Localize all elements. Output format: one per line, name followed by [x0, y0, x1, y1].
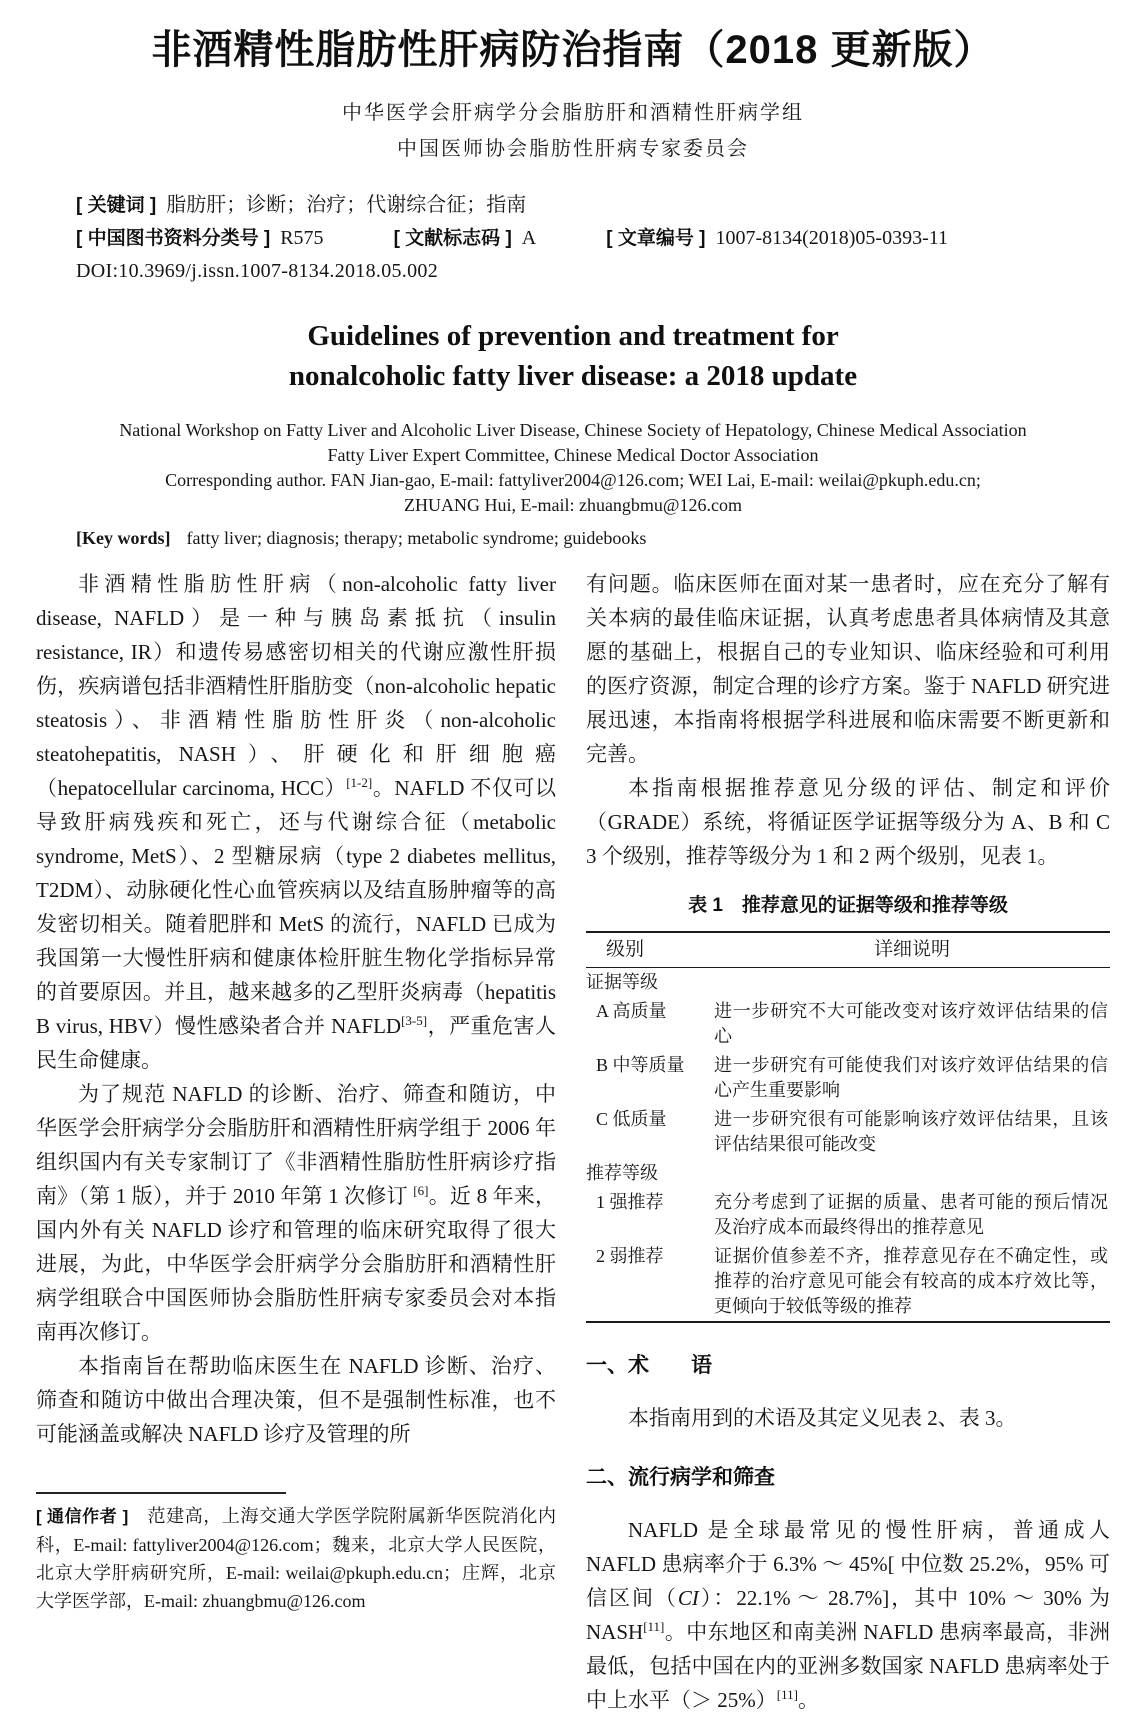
level-cell: A 高质量 [596, 1001, 667, 1021]
paragraph: 非酒精性脂肪性肝病（non-alcoholic fatty liver disease, NAFLD）是一种与胰岛素抵抗（insulin resistance, IR）和遗传易感密切相关的代谢应激性肝损伤，疾病谱包括非酒精性肝脂肪变（non-alcoholic hepatic steatosis）、非酒精性脂肪性肝炎（non-alcoholic steatohepatitis, NASH）、肝硬化和肝细胞癌（hepatocellular carcinoma, HCC）[1-2]。NAFLD 不仅可以导致肝病残疾和死亡，还与代谢综合征（metabolic syndrome, MetS）、2 型糖尿病（type 2 diabetes mellitus, T2DM）、动脉硬化性心血管疾病以及结直肠肿瘤等的高发密切相关。随着肥胖和 MetS 的流行，NAFLD 已成为我国第一大慢性肝病和健康体检肝脏生物化学指标异常的首要原因。并且，越来越多的乙型肝炎病毒（hepatitis B virus, HBV）慢性感染者合并 NAFLD[3-5]，严重危害人民生命健康。 [36, 572, 556, 1072]
affiliation-line: 中国医师协会脂肪性肝病专家委员会 [397, 138, 749, 160]
doc-code-label: [ 文献标志码 ] [393, 228, 512, 249]
english-affiliation-line: National Workshop on Fatty Liver and Alcoholic Liver Disease, Chinese Society of Hepatology, Chinese Medical Association [119, 420, 1027, 440]
paragraph: 有问题。临床医师在面对某一患者时，应在充分了解有关本病的最佳临床证据，认真考虑患者具体病情及其意愿的基础上，根据自己的专业知识、临床经验和可利用的医疗资源，制定合理的诊疗方案。鉴于 NAFLD 研究进展迅速，本指南将根据学科进展和临床需要不断更新和完善。 [586, 572, 1110, 766]
description-cell: 进一步研究不大可能改变对该疗效评估结果的信心 [714, 1001, 1108, 1046]
right-column [586, 567, 1111, 1712]
article-meta [76, 189, 1110, 288]
table1-body [586, 968, 1110, 1323]
article-id-value: 1007-8134(2018)05-0393-11 [715, 227, 949, 249]
keywords-text: 脂肪肝；诊断；治疗；代谢综合征；指南 [166, 194, 527, 216]
clc-label: [ 中国图书资料分类号 ] [76, 228, 271, 249]
english-affiliation-line: Fatty Liver Expert Committee, Chinese Medical Doctor Association [327, 445, 819, 465]
level-cell: C 低质量 [596, 1109, 667, 1129]
description-cell [714, 1159, 1110, 1188]
level-cell: 证据等级 [586, 972, 658, 992]
footnote-divider [36, 1492, 286, 1494]
table-row [586, 1105, 1110, 1159]
keywords-label: [ 关键词 ] [76, 195, 157, 216]
doi-text: DOI:10.3969/j.issn.1007-8134.2018.05.002 [76, 260, 438, 282]
level-cell: B 中等质量 [596, 1055, 685, 1075]
level-cell: 1 强推荐 [596, 1192, 664, 1212]
chinese-affiliations [36, 95, 1110, 167]
english-keywords-label: [Key words] [76, 528, 171, 548]
table1-title: 表 1 推荐意见的证据等级和推荐等级 [688, 895, 1008, 916]
table1-head [586, 932, 1110, 968]
corresponding-authors-line: Corresponding author. FAN Jian-gao, E-mail: fattyliver2004@126.com; WEI Lai, E-mail: weilai@pkuph.edu.cn; [165, 470, 981, 490]
table-row [586, 997, 1110, 1051]
table-row [586, 1242, 1110, 1322]
footnote-text: [ 通信作者 ] 范建高，上海交通大学医学院附属新华医院消化内科，E-mail: fattyliver2004@126.com；魏来，北京大学人民医院，北京大学肝病研究所，E-mail: weilai@pkuph.edu.cn；庄辉，北京大学医学部，E-mail: zhuangbmu@126.com [36, 1506, 556, 1611]
paragraph: 本指南根据推荐意见分级的评估、制定和评价（GRADE）系统，将循证医学证据等级分为 A、B 和 C 3 个级别，推荐等级分为 1 和 2 两个级别，见表 1。 [586, 776, 1110, 868]
section-heading-epidemiology: 二、流行病学和筛查 [586, 1466, 775, 1489]
paragraph: NAFLD 是全球最常见的慢性肝病，普通成人 NAFLD 患病率介于 6.3% ～ 45%[ 中位数 25.2%，95% 可信区间（CI）：22.1% ～ 28.7%]，其中 10% ～ 30% 为 NASH[11]。中东地区和南美洲 NAFLD 患病率最高，非洲最低，包括中国在内的亚洲多数国家 NAFLD 患病率处于中上水平（＞ 25%）[11]。 [586, 1518, 1111, 1712]
paragraph: 本指南用到的术语及其定义见表 2、表 3。 [628, 1406, 1017, 1430]
affiliation-line: 中华医学会肝病学分会脂肪肝和酒精性肝病学组 [342, 102, 804, 124]
description-cell: 进一步研究有可能使我们对该疗效评估结果的信心产生重要影响 [714, 1055, 1108, 1100]
description-cell: 进一步研究很有可能影响该疗效评估结果，且该评估结果很可能改变 [714, 1109, 1108, 1154]
paragraph: 为了规范 NAFLD 的诊断、治疗、筛查和随访，中华医学会肝病学分会脂肪肝和酒精性肝病学组于 2006 年组织国内有关专家制订了《非酒精性脂肪性肝病诊疗指南》（第 1 版），并于 2010 年第 1 次修订 [6]。近 8 年来，国内外有关 NAFLD 诊疗和管理的临床研究取得了很大进展，为此，中华医学会肝病学分会脂肪肝和酒精性肝病学组联合中国医师协会脂肪性肝病专家委员会对本指南再次修订。 [36, 1082, 556, 1344]
english-title-line1: Guidelines of prevention and treatment for [307, 320, 839, 352]
classification-row [76, 222, 1110, 255]
left-column [36, 567, 556, 1615]
corresponding-authors-line: ZHUANG Hui, E-mail: zhuangbmu@126.com [403, 495, 743, 515]
keywords-row [76, 189, 1110, 222]
table-row [586, 1188, 1110, 1242]
table1-header-level: 级别 [586, 932, 714, 968]
recommendation-grading-table [586, 931, 1110, 1323]
english-title-line2: nonalcoholic fatty liver disease: a 2018 update [288, 360, 858, 392]
left-paragraphs [36, 567, 556, 1451]
level-cell: 2 弱推荐 [596, 1246, 664, 1266]
table-row [586, 1159, 1110, 1188]
table-row [586, 1051, 1110, 1105]
english-keywords-text: fatty liver; diagnosis; therapy; metabolic syndrome; guidebooks [186, 528, 647, 548]
section-heading-terminology: 一、术 语 [586, 1354, 712, 1377]
doc-code-value: A [521, 227, 537, 249]
page-title: 非酒精性脂肪性肝病防治指南（2018 更新版） [151, 28, 995, 72]
level-cell: 推荐等级 [586, 1163, 658, 1183]
english-keywords-row [76, 526, 1110, 551]
description-cell: 充分考虑到了证据的质量、患者可能的预后情况及治疗成本而最终得出的推荐意见 [714, 1192, 1108, 1237]
right-paragraphs [586, 567, 1110, 873]
table1-header-desc: 详细说明 [714, 932, 1110, 968]
description-cell [714, 968, 1110, 998]
footnote [36, 1486, 556, 1615]
clc-value: R575 [280, 227, 324, 249]
english-title [36, 316, 1110, 396]
paragraph: 本指南旨在帮助临床医生在 NAFLD 诊断、治疗、筛查和随访中做出合理决策，但不是强制性标准，也不可能涵盖或解决 NAFLD 诊疗及管理的所 [36, 1354, 556, 1446]
body-columns [36, 567, 1111, 1712]
english-affiliations [36, 418, 1110, 518]
description-cell: 证据价值参差不齐，推荐意见存在不确定性，或推荐的治疗意见可能会有较高的成本疗效比等，更倾向于较低等级的推荐 [714, 1246, 1108, 1316]
table-row [586, 968, 1110, 998]
article-id-label: [ 文章编号 ] [606, 228, 706, 249]
